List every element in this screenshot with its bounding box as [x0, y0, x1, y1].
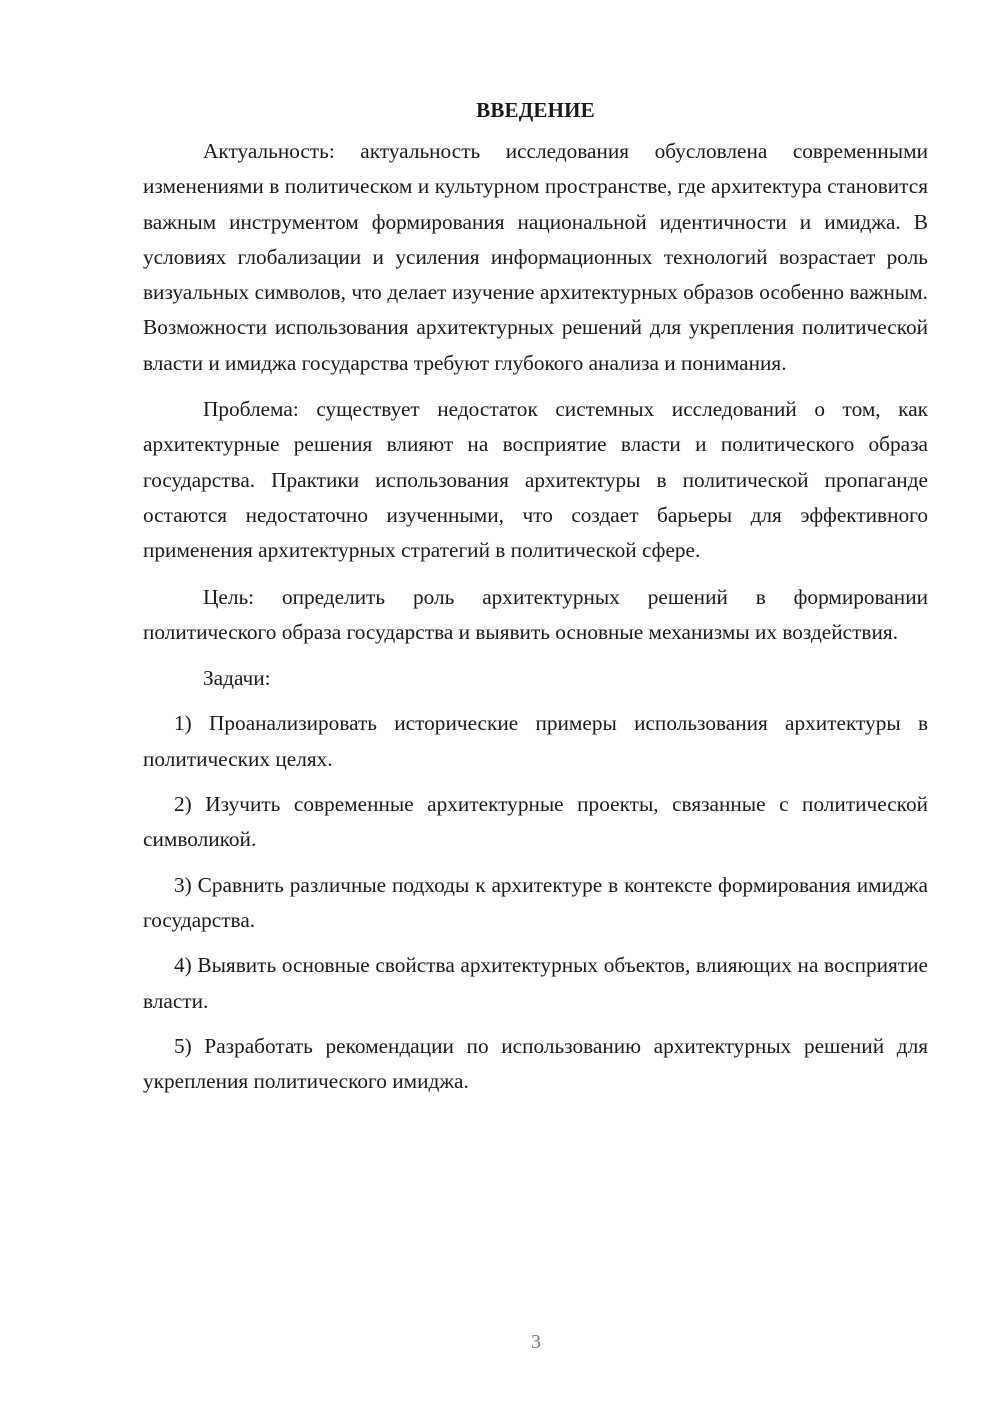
tasks-label: Задачи: — [203, 666, 271, 691]
paragraph-goal: Цель: определить роль архитектурных решений в формировании политического образа государства и выявить основные механизмы их воздействия. — [143, 584, 928, 644]
task-list — [143, 706, 928, 1099]
paragraph-relevance: Актуальность: актуальность исследования обусловлена современными изменениями в политическом и культурном пространстве, где архитектура становится важным инструментом формирования национальной идентичности и имиджа. В условиях глобализации и усиления информационных технологий возрастает роль визуальных символов, что делает изучение архитектурных образов особенно важным. Возможности использования архитектурных решений для укрепления политической власти и имиджа государства требуют глубокого анализа и понимания. — [143, 139, 928, 375]
page-title: ВВЕДЕНИЕ — [476, 98, 595, 122]
task-item-2: 2) Изучить современные архитектурные проекты, связанные с политической символикой. — [143, 792, 928, 852]
task-item-1: 1) Проанализировать исторические примеры использования архитектуры в политических целях. — [143, 711, 928, 771]
paragraph-problem: Проблема: существует недостаток системных исследований о том, как архитектурные решения влияют на восприятие власти и политического образа государства. Практики использования архитектуры в политической пропаганде остаются недостаточно изученными, что создает барьеры для эффективного применения архитектурных стратегий в политической сфере. — [143, 397, 928, 563]
task-item-5: 5) Разработать рекомендации по использованию архитектурных решений для укрепления политического имиджа. — [143, 1033, 928, 1094]
page-number: 3 — [531, 1331, 541, 1353]
task-item-3: 3) Сравнить различные подходы к архитектуре в контексте формирования имиджа государства. — [143, 872, 928, 932]
task-item-4: 4) Выявить основные свойства архитектурных объектов, влияющих на восприятие власти. — [143, 953, 928, 1013]
document-page — [143, 93, 928, 1109]
